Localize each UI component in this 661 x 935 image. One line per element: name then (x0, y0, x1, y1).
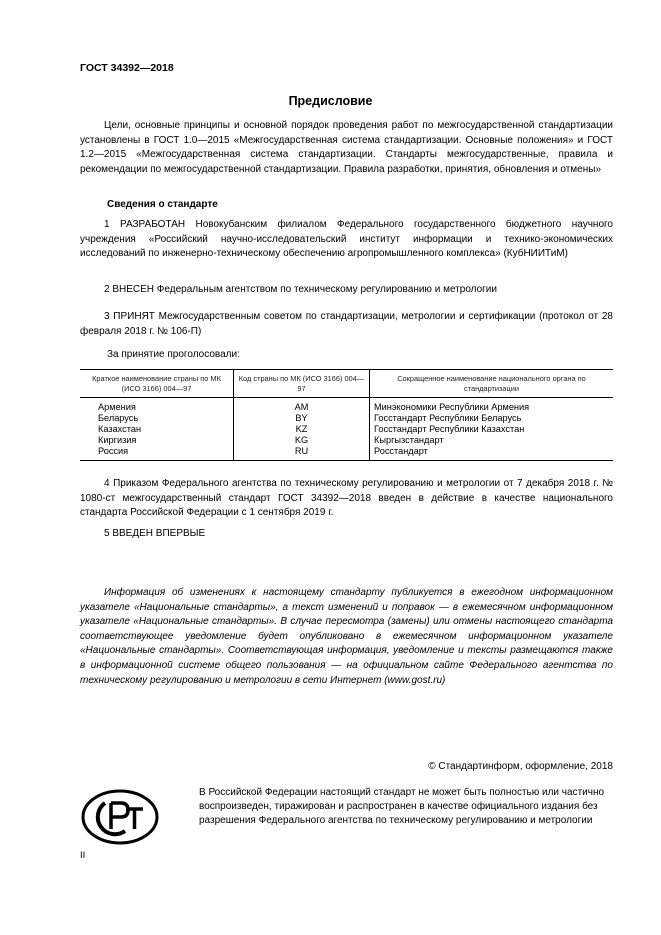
table-row (80, 424, 613, 435)
page-number: II (80, 850, 86, 861)
country-cell: Киргизия (98, 435, 137, 445)
code-cell: BY (234, 413, 370, 424)
table-row (80, 435, 613, 446)
body-cell: Кыргызстандарт (370, 435, 614, 446)
country-cell: Беларусь (98, 413, 139, 423)
amendments-notice: Информация об изменениях к настоящему стандарту публикуется в ежегодном информационном указателе «Национальные стандарты», а текст изменений и поправок — в ежемесячном информационном указателе «Национальные стандарты». В случае пересмотра (замены) или отмены настоящего стандарта соответствующее уведомление будет опубликовано в ежемесячном информационном указателе «Национальные стандарты». Соответствующая информация, уведомление и тексты размещаются также в информационной системе общего пользования — на официальном сайте Федерального агентства по техническому регулированию и метрологии в сети Интернет (www.gost.ru) (80, 587, 613, 686)
country-cell: Россия (80, 446, 234, 461)
code-cell: KZ (234, 424, 370, 435)
copyright-line: © Стандартинформ, оформление, 2018 (428, 761, 613, 772)
table-row (80, 398, 613, 414)
body-cell: Госстандарт Республики Беларусь (370, 413, 614, 424)
vote-intro: За принятие проголосовали: (107, 349, 240, 360)
country-cell: Казахстан (98, 424, 142, 434)
country-cell: Армения (98, 402, 136, 412)
column-header-country: Краткое наименование страны по МК (ИСО 3166) 004—97 (80, 370, 234, 398)
item-enacted-by: 4 Приказом Федерального агентства по техническому регулированию и метрологии от 7 декабря 2018 г. № 1080-ст межгосударственный стандарт ГОСТ 34392—2018 введен в действие в качестве национального стандарта Российской Федерации с 1 сентября 2019 г. (80, 478, 613, 519)
item-adopted-by: 3 ПРИНЯТ Межгосударственным советом по стандартизации, метрологии и сертификации (протокол от 28 февраля 2018 г. № 106-П) (80, 311, 613, 337)
code-cell: KG (234, 435, 370, 446)
table-row (80, 446, 613, 461)
intro-paragraph: Цели, основные принципы и основной порядок проведения работ по межгосударственной стандартизации установлены в ГОСТ 1.0—2015 «Межгосударственная система стандартизации. Основные положения» и ГОСТ 1.2—2015 «Межгосударственная система стандартизации. Стандарты межгосударственные, правила и рекомендации по межгосударственной стандартизации. Правила разработки, принятия, обновления и отмены» (80, 120, 613, 175)
body-cell: Росстандарт (370, 446, 614, 461)
code-cell: AM (234, 398, 370, 414)
code-cell: RU (234, 446, 370, 461)
body-cell: Минэкономики Республики Армения (370, 398, 614, 414)
table-row (80, 413, 613, 424)
item-submitted-by: 2 ВНЕСЕН Федеральным агентством по техническому регулированию и метрологии (104, 284, 497, 295)
document-code: ГОСТ 34392—2018 (80, 62, 174, 74)
voting-table (80, 369, 613, 461)
item-first-introduced: 5 ВВЕДЕН ВПЕРВЫЕ (104, 528, 206, 539)
reproduction-notice: В Российской Федерации настоящий стандарт не может быть полностью или частично воспроизведен, тиражирован и распространен в качестве официального издания без разрешения Федерального агентства по техническому регулированию и метрологии (199, 787, 605, 826)
table-header-row (80, 370, 613, 398)
body-cell: Госстандарт Республики Казахстан (370, 424, 614, 435)
rst-certification-mark-icon (81, 789, 159, 845)
column-header-body: Сокращенное наименование национального органа по стандартизации (370, 370, 614, 398)
page-title: Предисловие (288, 94, 373, 108)
item-developed-by: 1 РАЗРАБОТАН Новокубанским филиалом Федерального государственного бюджетного научного учреждения «Российский научно-исследовательский институт информации и технико-экономических исследований по инженерно-техническому обеспечению агропромышленного комплекса» (КубНИИТиМ) (80, 219, 613, 260)
column-header-code: Код страны по МК (ИСО 3166) 004—97 (234, 370, 370, 398)
section-heading: Сведения о стандарте (107, 199, 218, 210)
